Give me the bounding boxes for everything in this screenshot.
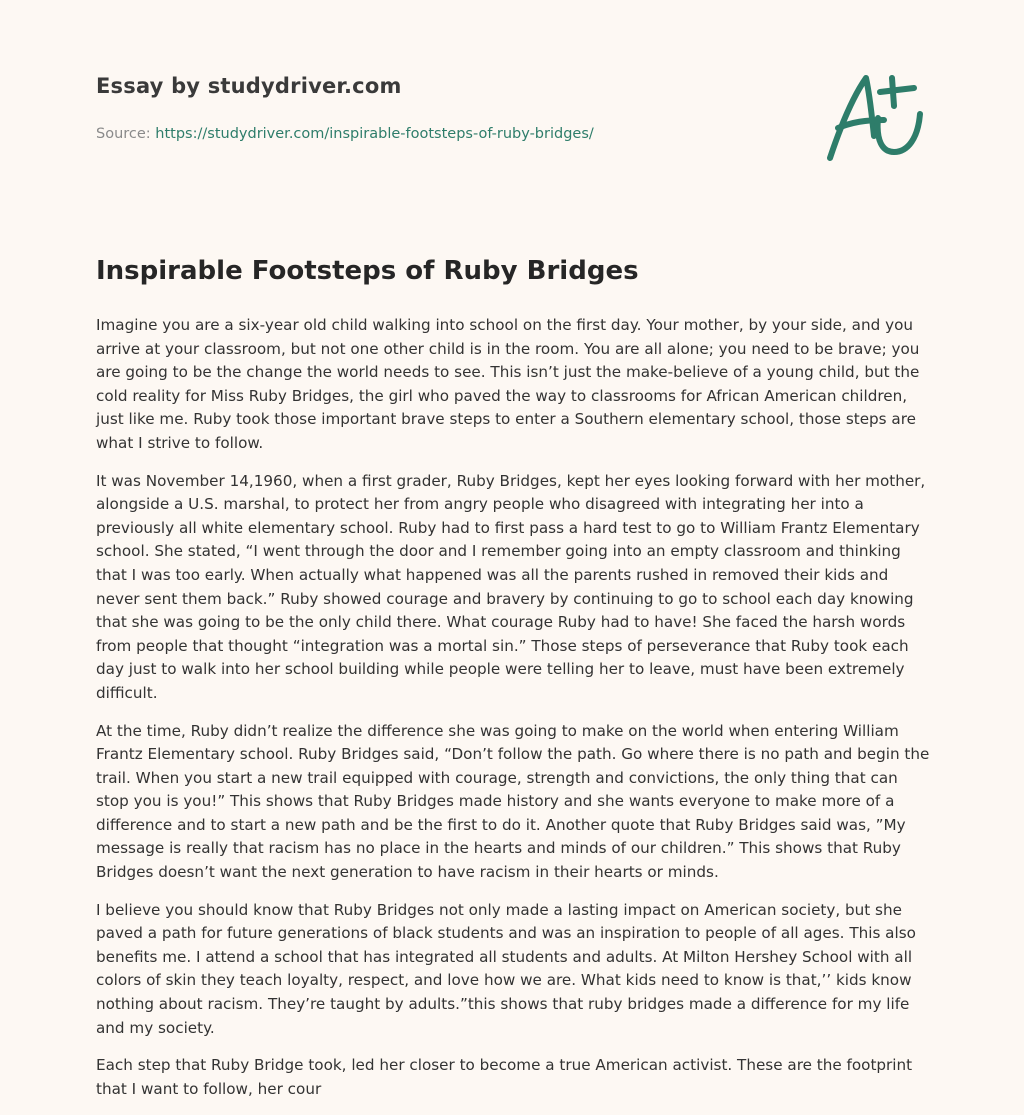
source-label: Source: (96, 126, 151, 142)
source-line (96, 126, 796, 142)
essay-paragraph: It was November 14,1960, when a first grader, Ruby Bridges, kept her eyes looking forward with her mother, alongside a U.S. marshal, to protect her from angry people who disagreed with integrating her into a previously all white elementary school. Ruby had to first pass a hard test to go to William Frantz Elementary school. She stated, “I went through the door and I remember going into an empty classroom and thinking that I was too early. When actually what happened was all the parents rushed in removed their kids and never sent them back.” Ruby showed courage and bravery by continuing to go to school each day knowing that she was going to be the only child there. What courage Ruby had to have! She faced the harsh words from people that thought “integration was a mortal sin.” Those steps of perseverance that Ruby took each day just to walk into her school building while people were telling her to leave, must have been extremely difficult. (96, 471, 926, 702)
essay-paragraph: Imagine you are a six-year old child walking into school on the first day. Your mother, by your side, and you arrive at your classroom, but not one other child is in the room. You are all alone; you need to be brave; you are going to be the change the world needs to see. This isn’t just the make-believe of a young child, but the cold reality for Miss Ruby Bridges, the girl who paved the way to classrooms for African American children, just like me. Ruby took those important brave steps to enter a Southern elementary school, those steps are what I strive to follow. (96, 316, 920, 452)
site-brand: Essay by studydriver.com (96, 74, 402, 98)
essay-body (96, 314, 932, 1115)
essay-header (96, 74, 796, 142)
essay-paragraph: Each step that Ruby Bridge took, led her closer to become a true American activist. These are the footprint that I want to follow, her cour (96, 1056, 913, 1098)
source-link[interactable]: https://studydriver.com/inspirable-footsteps-of-ruby-bridges/ (155, 126, 594, 142)
essay-title: Inspirable Footsteps of Ruby Bridges (96, 256, 639, 286)
essay-paragraph: At the time, Ruby didn’t realize the difference she was going to make on the world when entering William Frantz Elementary school. Ruby Bridges said, “Don’t follow the path. Go where there is no path and begin the trail. When you start a new trail equipped with courage, strength and convictions, the only thing that can stop you is you!” This shows that Ruby Bridges made history and she wants everyone to make more of a difference and to start a new path and be the first to do it. Another quote that Ruby Bridges said was, ”My message is really that racism has no place in the hearts and minds of our children.” This shows that Ruby Bridges doesn’t want the next generation to have racism in their hearts or minds. (96, 721, 930, 882)
essay-paragraph: I believe you should know that Ruby Bridges not only made a lasting impact on American society, but she paved a path for future generations of black students and was an inspiration to people of all ages. This also benefits me. I attend a school that has integrated all students and adults. At Milton Hershey School with all colors of skin they teach loyalty, respect, and love how we are. What kids need to know is that,’’ kids know nothing about racism. They’re taught by adults.”this shows that ruby bridges made a difference for my life and my society. (96, 900, 916, 1037)
a-plus-grade-icon (822, 66, 930, 166)
